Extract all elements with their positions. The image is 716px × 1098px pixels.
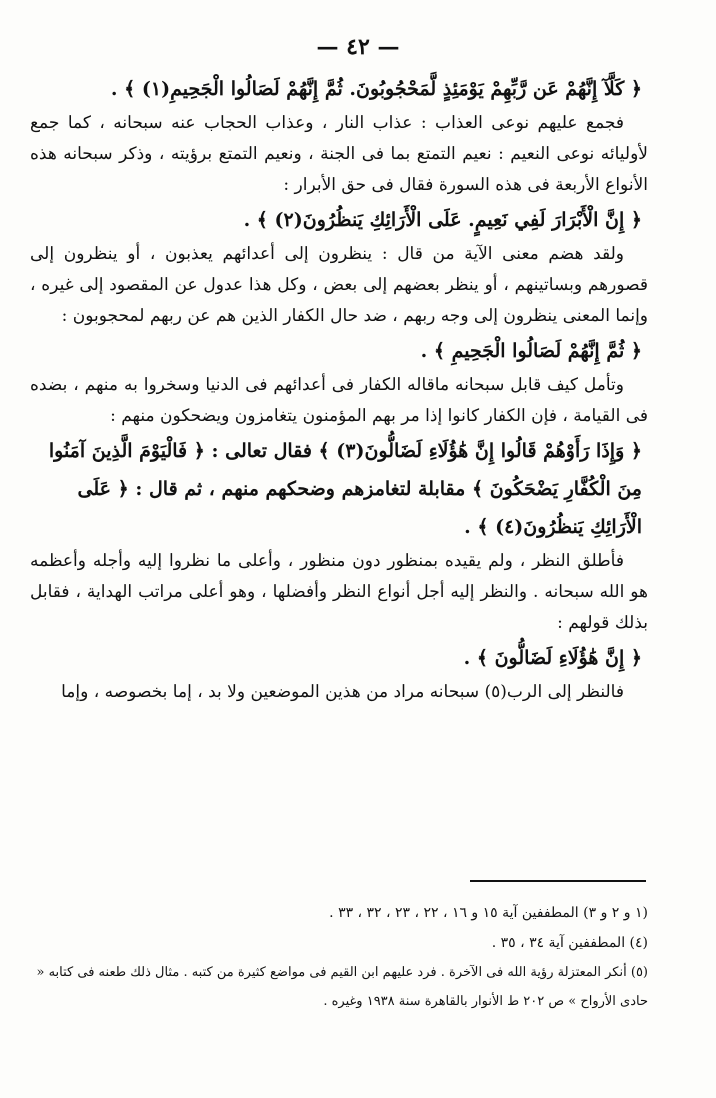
quran-verse: ﴿ وَإِذَا رَأَوْهُمْ قَالُوا إِنَّ هَٰؤُلَاءِ لَضَالُّونَ(٣) ﴾ فقال تعالى : ﴿ فَالْيَوْمَ الَّذِينَ آمَنُوا مِنَ الْكُفَّارِ يَضْحَكُونَ ﴾ مقابلة لتغامزهم وضحكهم منهم ، ثم قال : ﴿ عَلَى الْأَرَائِكِ يَنظُرُونَ(٤) ﴾ . <box>48 440 642 538</box>
quran-verse: ﴿ كَلَّآ إِنَّهُمْ عَن رَّبِّهِمْ يَوْمَئِذٍ لَّمَحْجُوبُونَ. ثُمَّ إِنَّهُمْ لَصَالُوا الْجَحِيمِ(١) ﴾ . <box>110 78 642 100</box>
page-number: — ٤٢ — <box>316 34 400 60</box>
paragraph: فجمع عليهم نوعى العذاب : عذاب النار ، وعذاب الحجاب عنه سبحانه ، كما جمع لأوليائه نوعى النعيم : نعيم التمتع بما فى الجنة ، ونعيم التمتع برؤيته ، وذكر سبحانه هذه الأنواع الأربعة فى هذه السورة فقال فى حق الأبرار : <box>30 113 648 195</box>
paragraph: ولقد هضم معنى الآية من قال : ينظرون إلى أعدائهم يعذبون ، أو ينظرون إلى قصورهم وبساتينهم ، أو ينظر بعضهم إلى بعض ، وكل هذا عدول عن المقصود إلى غيره ، وإنما المعنى ينظرون إلى وجه ربهم ، ضد حال الكفار الذين هم عن ربهم لمحجوبون : <box>30 244 648 326</box>
footnote-divider <box>470 880 646 882</box>
paragraph: وتأمل كيف قابل سبحانه ماقاله الكفار فى أعدائهم فى الدنيا وسخروا به منهم ، بضده فى القيامة ، فإن الكفار كانوا إذا مر بهم المؤمنون يتغامزون ويضحكون منهم : <box>30 375 648 426</box>
footnote: (٥) أنكر المعتزلة رؤية الله فى الآخرة . فرد عليهم ابن القيم فى مواضع كثيرة من كتبه . مثال ذلك طعنه فى كتابه « حادى الأرواح » ص ٢٠٢ ط الأنوار بالقاهرة سنة ١٩٣٨ وغيره . <box>36 965 648 1009</box>
quran-verse: ﴿ ثُمَّ إِنَّهُمْ لَصَالُوا الْجَحِيمِ ﴾ . <box>420 340 642 362</box>
paragraph: فالنظر إلى الرب(٥) سبحانه مراد من هذين الموضعين ولا بد ، إما بخصوصه ، وإما <box>61 682 624 702</box>
footnote: (١ و ٢ و ٣) المطففين آية ١٥ و ١٦ ، ٢٢ ، ٢٣ ، ٣٢ ، ٣٣ . <box>329 905 648 921</box>
footnotes <box>30 898 648 1016</box>
footnote: (٤) المطففين آية ٣٤ ، ٣٥ . <box>491 935 648 951</box>
quran-verse: ﴿ إِنَّ الْأَبْرَارَ لَفِي نَعِيمٍ. عَلَى الْأَرَائِكِ يَنظُرُونَ(٢) ﴾ . <box>243 209 642 231</box>
body-text <box>30 70 648 708</box>
quran-verse: ﴿ إِنَّ هَٰؤُلَاءِ لَضَالُّونَ ﴾ . <box>463 647 642 669</box>
paragraph: فأطلق النظر ، ولم يقيده بمنظور دون منظور ، وأعلى ما نظروا إليه وأجله وأعظمه هو الله سبحانه . والنظر إليه أجل أنواع النظر وأفضلها ، وهو أعلى مراتب الهداية ، فقابل بذلك قولهم : <box>30 551 648 633</box>
